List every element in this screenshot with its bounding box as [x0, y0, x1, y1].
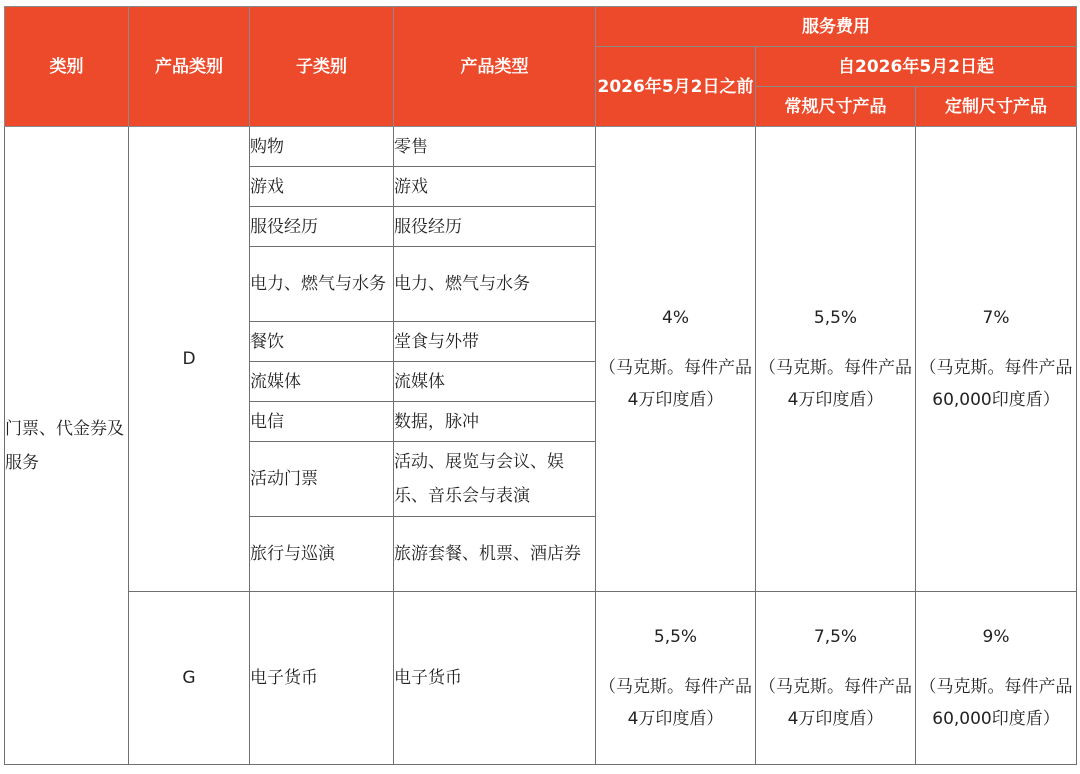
product-type-cell: 电力、燃气与水务 — [394, 247, 596, 322]
header-product-type: 产品类型 — [394, 7, 596, 127]
header-from-date: 自2026年5月2日起 — [756, 47, 1077, 87]
subcategory-cell: 餐饮 — [250, 322, 394, 362]
header-subcategory: 子类别 — [250, 7, 394, 127]
subcategory-cell: 旅行与巡演 — [250, 517, 394, 592]
category-cell: 门票、代金券及服务 — [5, 127, 129, 765]
fee-note: （马克斯。每件产品60,000印度盾） — [919, 677, 1073, 729]
fee-note: （马克斯。每件产品4万印度盾） — [599, 358, 752, 410]
header-category: 类别 — [5, 7, 129, 127]
product-type-cell: 堂食与外带 — [394, 322, 596, 362]
product-type-cell: 活动、展览与会议、娱乐、音乐会与表演 — [394, 442, 596, 517]
product-category-code: G — [129, 592, 250, 765]
subcategory-cell: 游戏 — [250, 167, 394, 207]
fee-note: （马克斯。每件产品4万印度盾） — [759, 677, 912, 729]
fee-rate: 9% — [982, 627, 1010, 647]
fee-before-cell — [596, 592, 756, 765]
fee-before-cell — [596, 127, 756, 592]
header-custom-size: 定制尺寸产品 — [916, 87, 1077, 127]
fee-custom-cell — [916, 592, 1077, 765]
header-service-fee: 服务费用 — [596, 7, 1077, 47]
product-category-code: D — [129, 127, 250, 592]
fee-rate: 5,5% — [813, 308, 858, 328]
subcategory-cell: 活动门票 — [250, 442, 394, 517]
service-fee-table — [4, 6, 1077, 765]
fee-rate: 5,5% — [653, 627, 698, 647]
product-type-cell: 流媒体 — [394, 362, 596, 402]
product-type-cell: 数据，脉冲 — [394, 402, 596, 442]
header-regular-size: 常规尺寸产品 — [756, 87, 916, 127]
subcategory-cell: 购物 — [250, 127, 394, 167]
subcategory-cell: 流媒体 — [250, 362, 394, 402]
fee-rate: 4% — [662, 308, 689, 328]
product-type-cell: 游戏 — [394, 167, 596, 207]
fee-regular-cell — [756, 127, 916, 592]
product-type-cell: 电子货币 — [394, 592, 596, 765]
product-type-cell: 服役经历 — [394, 207, 596, 247]
subcategory-cell: 电子货币 — [250, 592, 394, 765]
fee-rate: 7% — [982, 308, 1010, 328]
header-before-date: 2026年5月2日之前 — [596, 47, 756, 127]
product-type-cell: 零售 — [394, 127, 596, 167]
subcategory-cell: 电信 — [250, 402, 394, 442]
subcategory-cell: 服役经历 — [250, 207, 394, 247]
fee-note: （马克斯。每件产品60,000印度盾） — [919, 358, 1073, 410]
fee-regular-cell — [756, 592, 916, 765]
fee-rate: 7,5% — [813, 627, 858, 647]
subcategory-cell: 电力、燃气与水务 — [250, 247, 394, 322]
fee-note: （马克斯。每件产品4万印度盾） — [759, 358, 912, 410]
header-product-category: 产品类别 — [129, 7, 250, 127]
fee-custom-cell — [916, 127, 1077, 592]
fee-note: （马克斯。每件产品4万印度盾） — [599, 677, 752, 729]
product-type-cell: 旅游套餐、机票、酒店券 — [394, 517, 596, 592]
